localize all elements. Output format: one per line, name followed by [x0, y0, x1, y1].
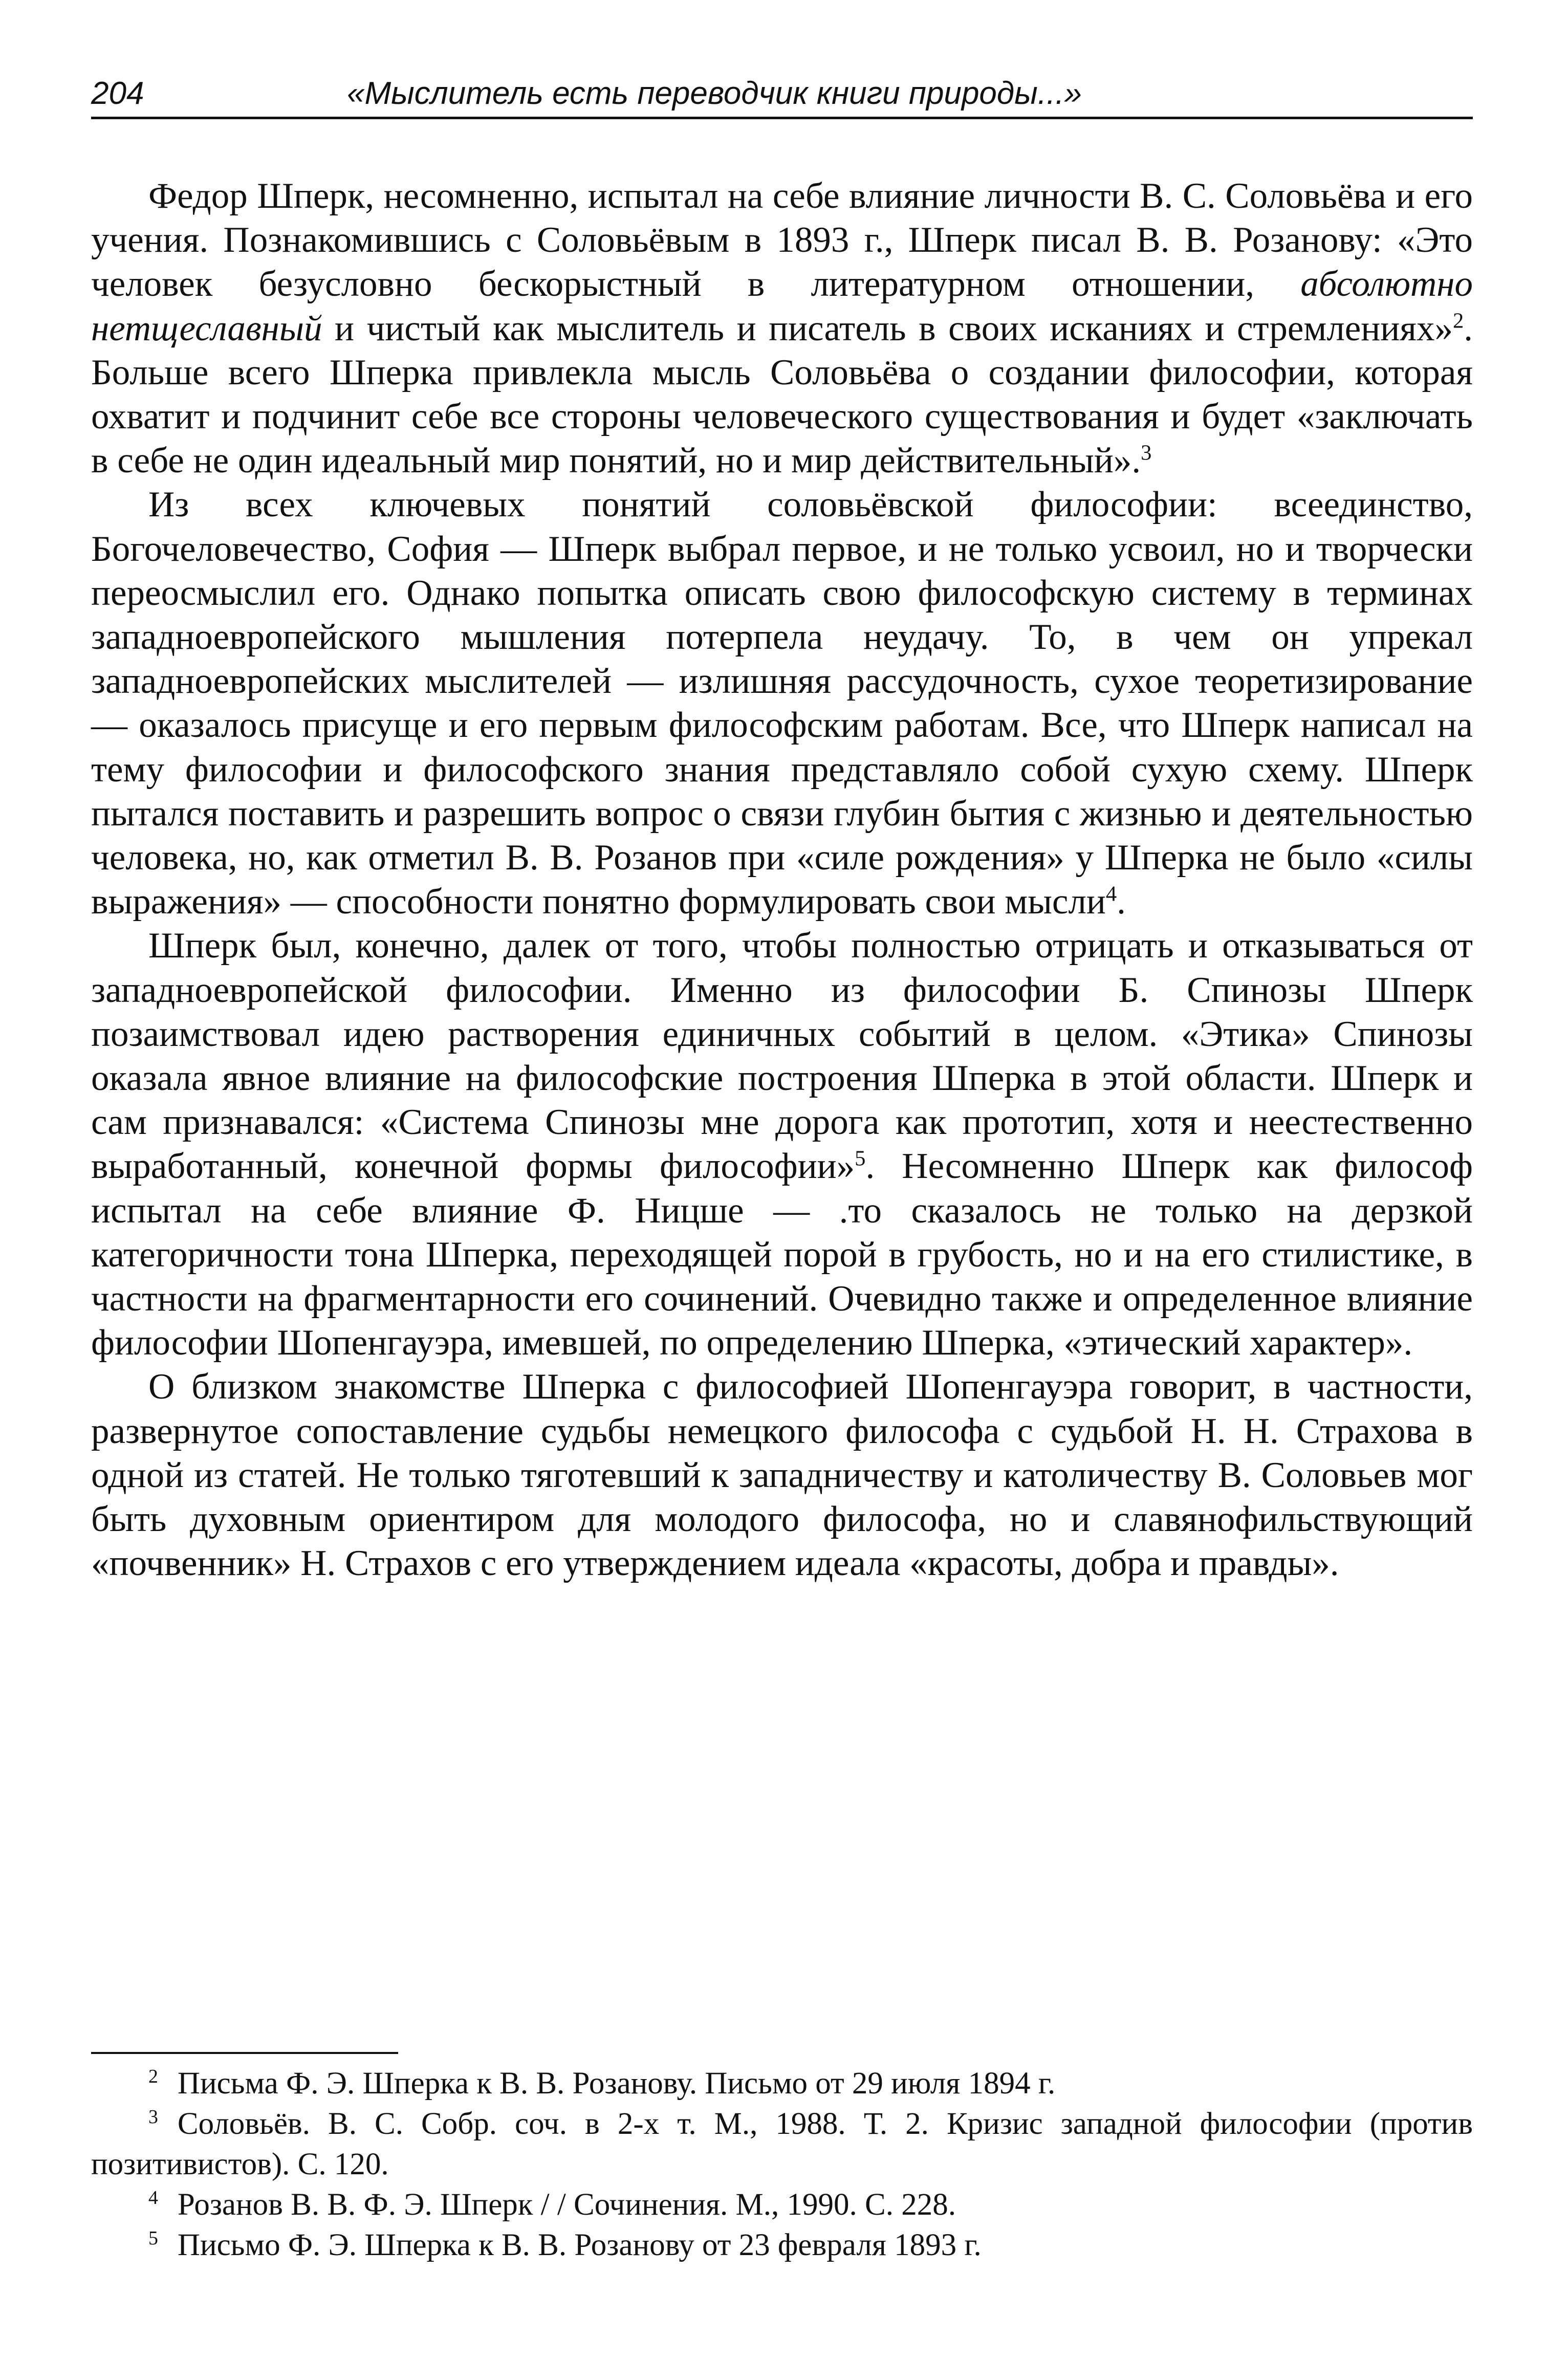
footnote-5: $^5$ Письмо Ф. Э. Шперка к В. В. Розанову от 23 февраля 1893 г. — [148, 2227, 982, 2262]
header-rule — [91, 117, 1473, 119]
emphasis-text: абсолютно нетщеславный — [91, 264, 1473, 348]
footnote-ref-4: 4 — [1105, 882, 1117, 906]
paragraph-2: Из всех ключевых понятий соловьёвской философии: всеединство, Богочеловечество, София — Шперк выбрал первое, и не только усвоил, но и творчески переосмыслил его. Однако попытка описать свою философскую систему в терминах западноевропейского мышления потерпела неудачу. То, в чем он упрекал западноевропейских мыслителей — излишняя рассудочность, сухое теоретизирование — оказалось присуще и его первым философским работам. Все, что Шперк написал на тему философии и философского знания представляло собой сухую схему. Шперк пытался поставить и разрешить вопрос о связи глубин бытия с жизнью и деятельностью человека, но, как отметил В. В. Розанов при «силе рождения» у Шперка не было «силы выражения» — способности понятно формулировать свои мысли$^4$. — [91, 485, 1473, 922]
footnote-rule — [91, 2052, 398, 2054]
footnote-ref-2: 2 — [1452, 308, 1464, 333]
footnote-ref-3: 3 — [1141, 441, 1152, 465]
paragraph-1: Федор Шперк, несомненно, испытал на себе влияние личности В. С. Соловьёва и его учения. Познакомившись с Соловьёвым в 1893 г., Шперк писал В. В. Розанову: «Это человек безусловно бескорыстный в литературном отношении, абсолютно нетщеславный и чистый как мыслитель и писатель в своих исканиях и стремлениях»$^2$. Больше всего Шперка привлекла мысль Соловьёва о создании философии, которая охватит и подчинит себе все стороны человеческого существования и будет «заключать в себе не один идеальный мир понятий, но и мир действительный».$^3$ — [91, 176, 1473, 481]
running-head — [91, 65, 1473, 122]
footnotes — [91, 2063, 1473, 2265]
book-page — [91, 0, 1473, 2360]
footnote-4: $^4$ Розанов В. В. Ф. Э. Шперк / / Сочинения. М., 1990. С. 228. — [148, 2187, 956, 2222]
running-title: «Мыслитель есть переводчик книги природы...» — [347, 76, 1082, 111]
footnote-ref-5: 5 — [855, 1146, 866, 1171]
page-number: 204 — [91, 76, 144, 111]
paragraph-3: Шперк был, конечно, далек от того, чтобы полностью отрицать и отказываться от западноевропейской философии. Именно из философии Б. Спинозы Шперк позаимствовал идею растворения единичных событий в целом. «Этика» Спинозы оказала явное влияние на философские построения Шперка в этой области. Шперк и сам признавался: «Система Спинозы мне дорога как прототип, хотя и неестественно выработанный, конечной формы философии»$^5$. Несомненно Шперк как философ испытал на себе влияние Ф. Ницше — .то сказалось не только на дерзкой категоричности тона Шперка, переходящей порой в грубость, но и на его стилистике, в частности на фрагментарности его сочинений. Очевидно также и определенное влияние философии Шопенгауэра, имевшей, по определению Шперка, «этический характер». — [91, 926, 1473, 1363]
footnote-3: $^3$ Соловьёв. В. С. Собр. соч. в 2-х т. М., 1988. Т. 2. Кризис западной философии (против позитивистов). С. 120. — [91, 2106, 1473, 2181]
footnote-2: $^2$ Письма Ф. Э. Шперка к В. В. Розанову. Письмо от 29 июля 1894 г. — [148, 2065, 1056, 2101]
body-text — [91, 174, 1473, 1586]
paragraph-4: О близком знакомстве Шперка с философией Шопенгауэра говорит, в частности, развернутое сопоставление судьбы немецкого философа с судьбой Н. Н. Страхова в одной из статей. Не только тяготевший к западничеству и католичеству В. Соловьев мог быть духовным ориентиром для молодого философа, но и славянофильствующий «почвенник» Н. Страхов с его утверждением идеала «красоты, добра и правды». — [91, 1367, 1473, 1584]
